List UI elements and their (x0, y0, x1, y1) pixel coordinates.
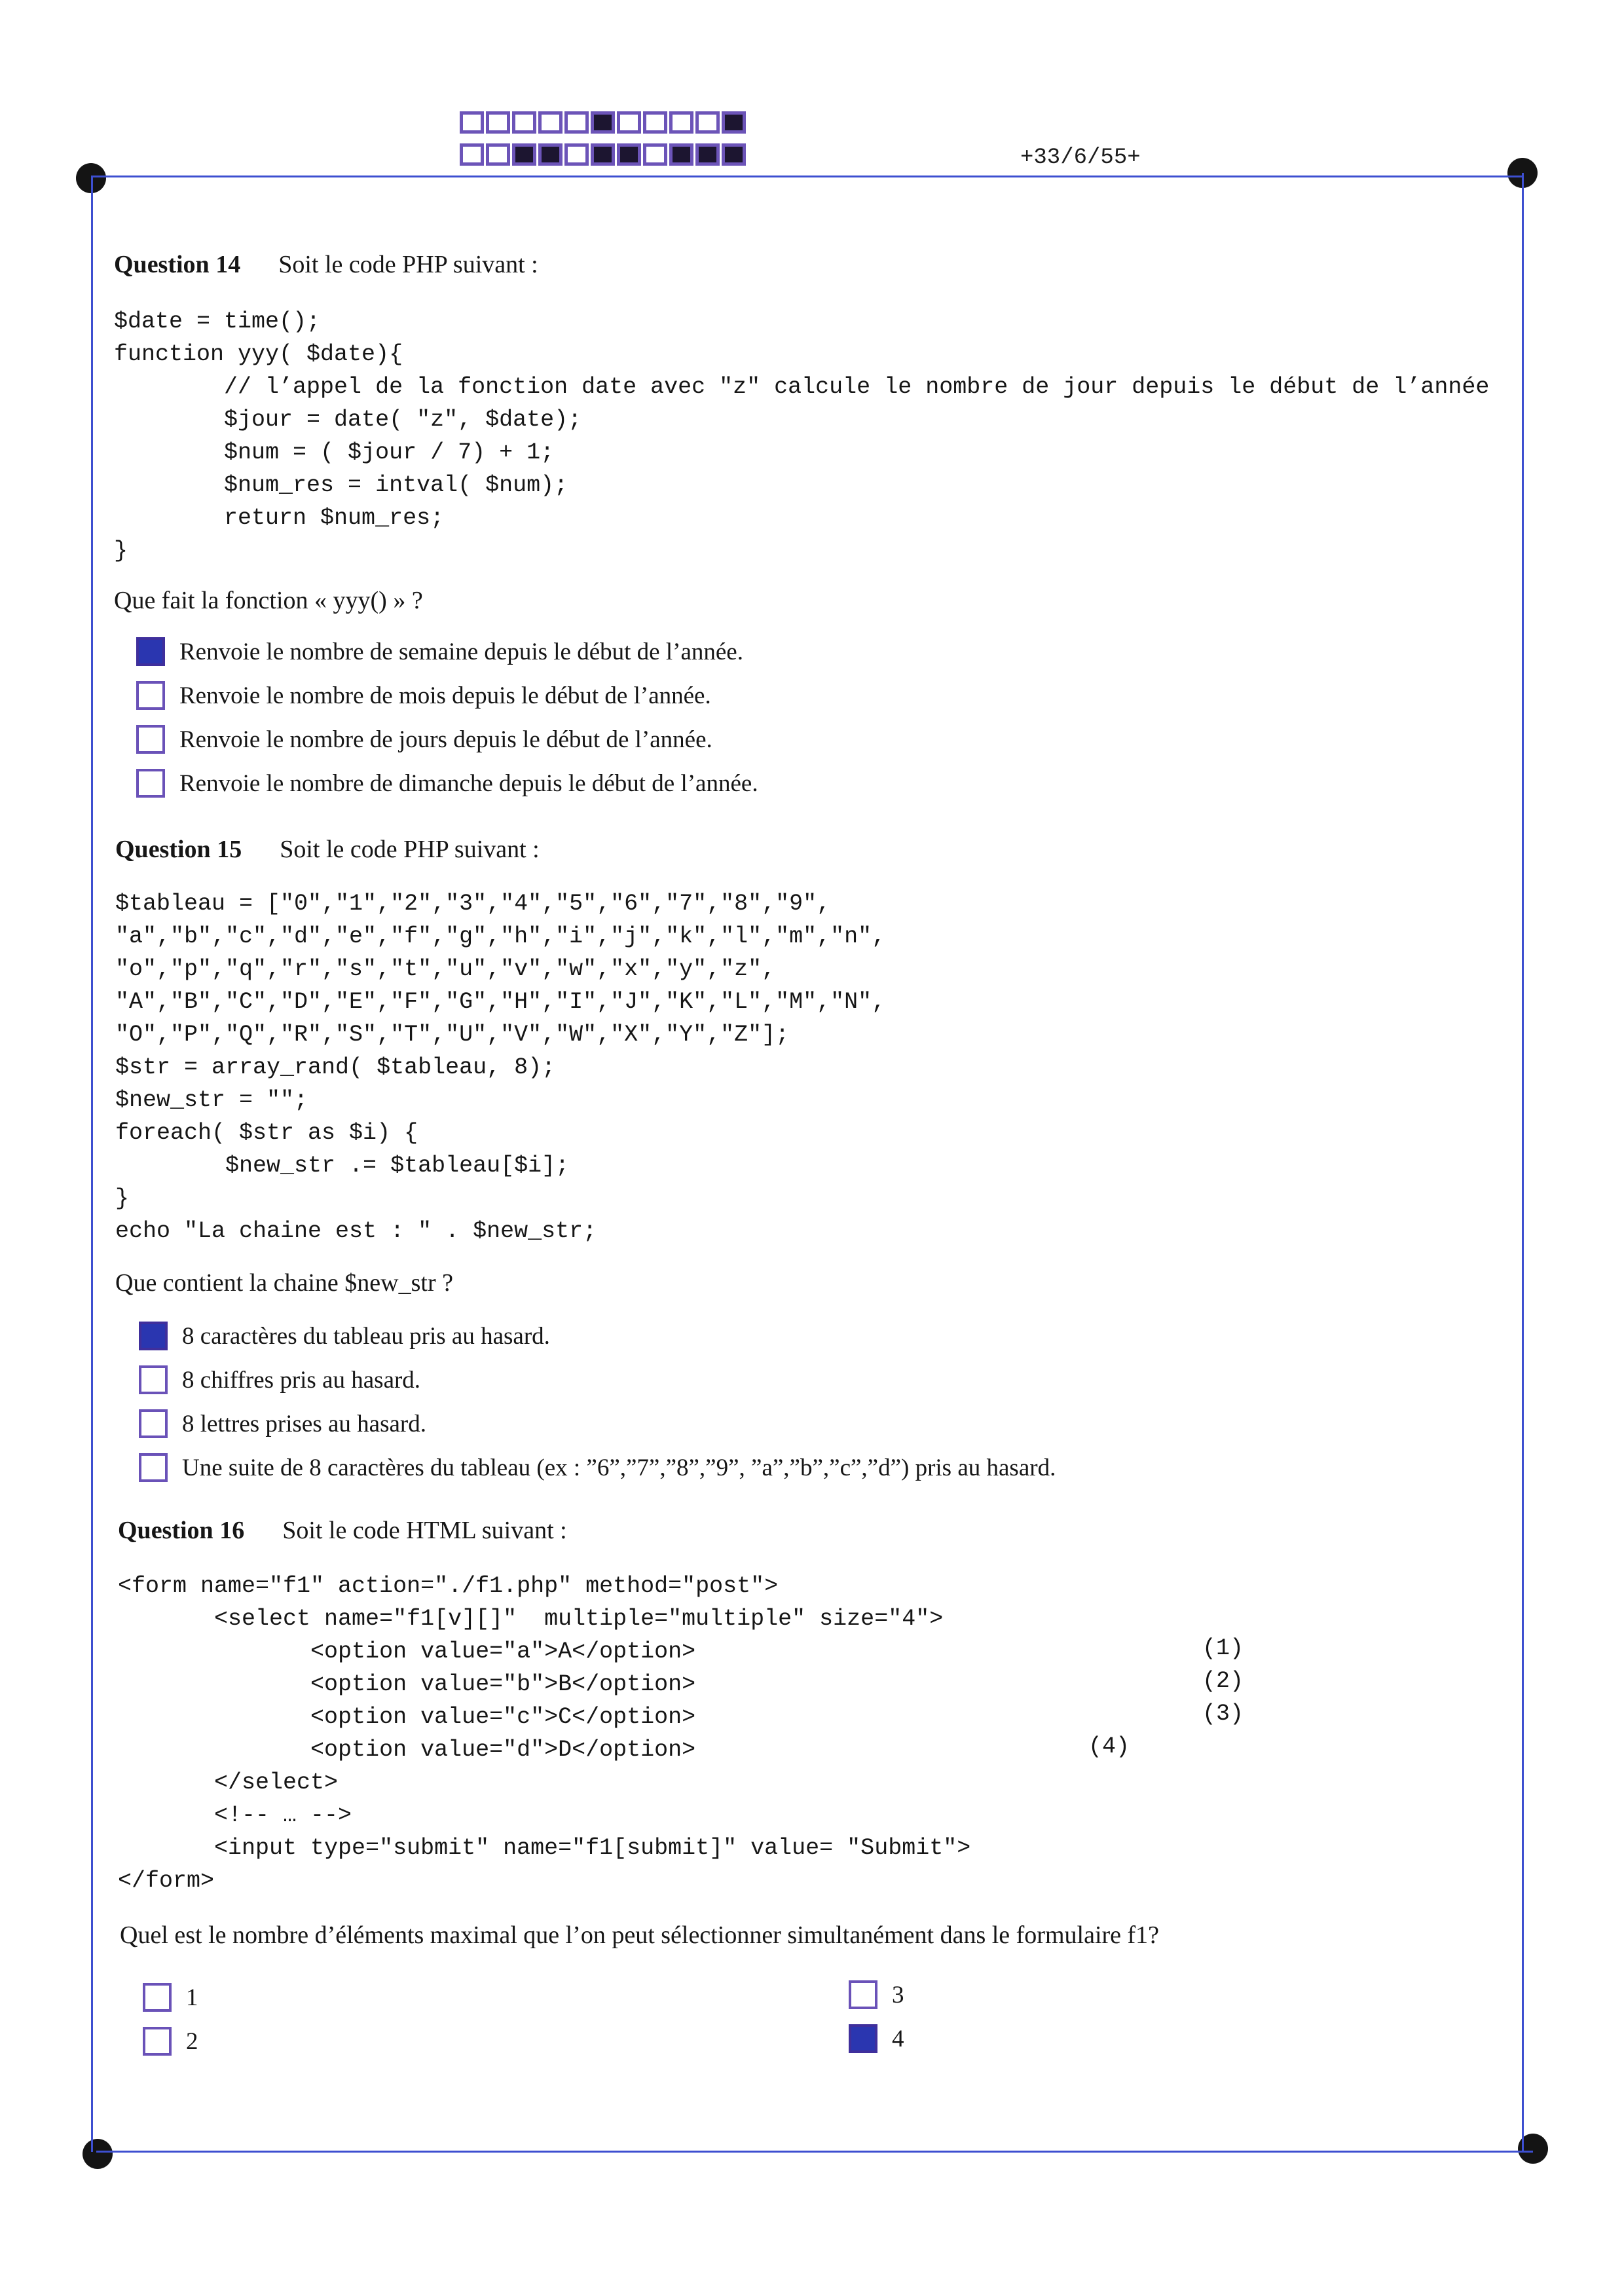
question-14-choice-1[interactable] (136, 637, 743, 666)
question-15-choice-3[interactable] (139, 1409, 426, 1438)
frame-left-line (91, 177, 93, 2152)
barcode-cell-empty (512, 111, 536, 134)
choice-label: 8 chiffres pris au hasard. (182, 1366, 421, 1394)
question-16-choice-1[interactable] (143, 1983, 198, 2012)
choice-label: Renvoie le nombre de jours depuis le début de l’année. (179, 726, 712, 753)
question-14-choice-2[interactable] (136, 681, 711, 710)
question-15-prompt: Que contient la chaine $new_str ? (115, 1269, 453, 1297)
barcode-row-top (460, 111, 746, 134)
checkbox[interactable] (143, 2027, 172, 2056)
barcode-cell-filled (591, 143, 615, 166)
choice-label: Une suite de 8 caractères du tableau (ex : ”6”,”7”,”8”,”9”, ”a”,”b”,”c”,”d”) pris au hasard. (182, 1454, 1056, 1481)
barcode-cell-empty (564, 111, 589, 134)
question-intro: Soit le code PHP suivant : (280, 836, 540, 863)
checkbox[interactable] (139, 1453, 168, 1482)
question-16-heading (118, 1516, 567, 1545)
barcode-cell-empty (486, 143, 510, 166)
barcode-row-bottom (460, 143, 746, 166)
marker-4: (4) (1088, 1733, 1130, 1760)
choice-label: Renvoie le nombre de mois depuis le début de l’année. (179, 682, 711, 709)
question-16-code: <form name="f1" action="./f1.php" method="post"> <select name="f1[v][]" multiple="multiple" size="4"> <option value="a">A</option> <option value="b">B</option> <option value="c">C</option> <option value="d">D</option> </select> <!-- … --> <input type="submit" name="f1[submit]" value= "Submit"> </form> (118, 1573, 971, 1894)
frame-top-line (91, 176, 1522, 177)
checkbox-checked[interactable] (136, 637, 165, 666)
question-number: Question 15 (115, 836, 242, 863)
question-intro: Soit le code PHP suivant : (278, 251, 538, 278)
marker-3: (3) (1202, 1701, 1244, 1727)
barcode-cell-empty (643, 143, 667, 166)
choice-label: 8 lettres prises au hasard. (182, 1410, 426, 1437)
barcode-cell-empty (695, 111, 720, 134)
barcode-cell-filled (722, 143, 746, 166)
barcode-cell-empty (460, 111, 484, 134)
frame-right-line (1522, 173, 1524, 2151)
barcode-cell-empty (617, 111, 641, 134)
question-14-choice-3[interactable] (136, 725, 712, 754)
barcode-cell-empty (669, 111, 693, 134)
question-16-choice-2[interactable] (143, 2027, 198, 2056)
checkbox[interactable] (139, 1365, 168, 1394)
choice-label: 8 caractères du tableau pris au hasard. (182, 1322, 550, 1350)
choice-label: 4 (892, 2025, 904, 2052)
checkbox-checked[interactable] (849, 2024, 877, 2053)
question-14-code: $date = time(); function yyy( $date){ // l’appel de la fonction date avec "z" calcule le nombre de jour depuis le début de l’année $jour = date( "z", $date); $num = ( $jour / 7) + 1; $num_res = intval( $num); return $num_res; } (114, 308, 1490, 564)
question-number: Question 16 (118, 1517, 245, 1544)
checkbox-checked[interactable] (139, 1322, 168, 1350)
barcode-cell-empty (538, 111, 563, 134)
question-15-heading (115, 835, 540, 864)
question-15-choice-1[interactable] (139, 1322, 550, 1350)
marker-1: (1) (1202, 1635, 1244, 1661)
page-id: +33/6/55+ (1020, 145, 1141, 170)
barcode-cell-empty (564, 143, 589, 166)
checkbox[interactable] (143, 1983, 172, 2012)
barcode-cell-empty (460, 143, 484, 166)
choice-label: Renvoie le nombre de semaine depuis le début de l’année. (179, 638, 743, 665)
question-number: Question 14 (114, 251, 241, 278)
barcode-cell-empty (643, 111, 667, 134)
checkbox[interactable] (136, 725, 165, 754)
corner-mark-bottom-left (83, 2139, 113, 2169)
question-16-choice-4[interactable] (849, 2024, 904, 2053)
question-16-choice-3[interactable] (849, 1980, 904, 2009)
barcode-cell-filled (512, 143, 536, 166)
checkbox[interactable] (849, 1980, 877, 2009)
question-14-choice-4[interactable] (136, 769, 758, 798)
choice-label: Renvoie le nombre de dimanche depuis le début de l’année. (179, 769, 758, 797)
question-intro: Soit le code HTML suivant : (282, 1517, 567, 1544)
checkbox[interactable] (136, 769, 165, 798)
checkbox[interactable] (139, 1409, 168, 1438)
question-15-choice-2[interactable] (139, 1365, 420, 1394)
barcode-cell-filled (538, 143, 563, 166)
choice-label: 2 (186, 2028, 198, 2055)
question-16-prompt: Quel est le nombre d’éléments maximal que l’on peut sélectionner simultanément dans le formulaire f1? (120, 1921, 1160, 1949)
barcode-cell-filled (617, 143, 641, 166)
frame-bottom-line (96, 2151, 1533, 2153)
barcode-cell-filled (722, 111, 746, 134)
barcode-cell-filled (591, 111, 615, 134)
question-15-choice-4[interactable] (139, 1453, 1056, 1482)
choice-label: 1 (186, 1984, 198, 2011)
question-14-prompt: Que fait la fonction « yyy() » ? (114, 587, 423, 614)
question-15-code: $tableau = ["0","1","2","3","4","5","6","7","8","9", "a","b","c","d","e","f","g","h","i","j","k","l","m","n", "o","p","q","r","s","t","u","v","w","x","y","z", "A","B","C","D","E","F","G","H","I","J","K","L","M","N", "O","P","Q","R","S","T","U","V","W","X","Y","Z"]; $str = array_rand( $tableau, 8); $new_str = ""; foreach( $str as $i) { $new_str .= $tableau[$i]; } echo "La chaine est : " . $new_str; (115, 891, 886, 1244)
checkbox[interactable] (136, 681, 165, 710)
choice-label: 3 (892, 1981, 904, 2009)
marker-2: (2) (1202, 1668, 1244, 1694)
barcode-cell-filled (669, 143, 693, 166)
barcode-cell-empty (486, 111, 510, 134)
question-14-heading (114, 250, 538, 279)
barcode-cell-filled (695, 143, 720, 166)
